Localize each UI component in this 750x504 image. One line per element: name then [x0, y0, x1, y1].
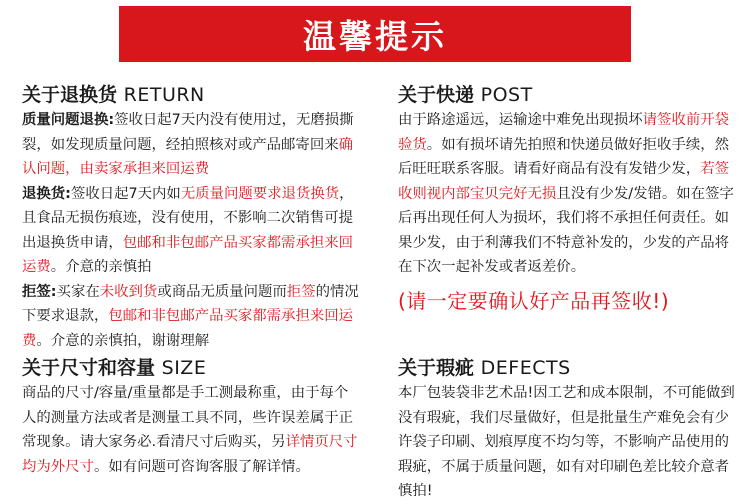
body-text: 。介意的亲慎拍	[50, 259, 152, 275]
post-heading-en: POST	[480, 84, 533, 106]
return-heading-en: RETURN	[123, 84, 205, 106]
highlight-text: 详情页尺寸均为外尺寸	[22, 434, 358, 475]
body-text: 商品的尺寸/容量/重量都是手工测最称重，由于每个人的测量方法或者是测量工具不同，些许误差属于正常现象。请大家务必.看清尺寸后购买，另	[22, 385, 353, 450]
return-heading-cn: 关于退换货	[22, 84, 118, 106]
label-text: 退换货:	[22, 185, 71, 202]
highlight-text: 无质量问题要求退货换货	[180, 185, 340, 202]
defects-heading-cn: 关于瑕疵	[398, 357, 475, 379]
body-text: 签收日起7天内如	[70, 185, 181, 202]
size-heading-en: SIZE	[161, 357, 207, 379]
post-heading	[398, 82, 738, 108]
post-section	[398, 82, 738, 316]
return-reject-paragraph	[22, 280, 362, 354]
banner	[119, 6, 631, 62]
size-heading-cn: 关于尺寸和容量	[22, 357, 156, 379]
body-text: 。介意的亲慎拍，谢谢理解	[36, 332, 210, 349]
post-paragraph	[398, 108, 738, 280]
banner-title: 温馨提示	[303, 16, 447, 56]
body-text: ，且食品无损伤痕迹，没有使用，不影响二次销售可提出退换货申请，	[22, 185, 354, 251]
size-paragraph	[22, 381, 362, 479]
body-text: 。如有问题可咨询客服了解详情。	[93, 458, 310, 475]
body-text: 或商品无质量问题而	[157, 283, 287, 300]
highlight-text: 包邮和非包邮产品买家都需承担来回运费	[22, 234, 354, 275]
body-text: 由于路途遥远，运输途中难免出现损坏	[398, 112, 643, 128]
body-text: 且没有少发/发错。如在签字后再出现任何人为损坏，我们将不承担任何责任。如果少发，由于利薄我们不特意补发的，少发的产品将在下次一起补发或者返差价。	[398, 185, 734, 275]
body-text: 。如有损坏请先拍照和快递员做好拒收手续，然后旺旺联系客服。请看好商品有没有发错少发，	[398, 136, 730, 177]
highlight-text: 确认问题，由卖家承担来回运费	[22, 136, 354, 177]
return-section	[22, 82, 362, 353]
highlight-text: 请签收前开袋验货	[398, 112, 730, 153]
size-heading	[22, 355, 362, 381]
body-text: 的情况下要求退款，	[22, 283, 359, 324]
label-text: 拒签:	[22, 283, 57, 300]
label-text: 质量问题退换:	[22, 112, 115, 128]
body-text: 签收日起7天内没有使用过，无磨损撕裂，如发现质量问题，经拍照核对或产品邮寄回来	[22, 112, 354, 153]
size-section	[22, 355, 362, 479]
defects-heading	[398, 355, 738, 381]
post-heading-cn: 关于快递	[398, 84, 475, 106]
highlight-text: 包邮和非包邮产品买家都需承担来回运费	[22, 308, 354, 349]
highlight-text: 未收到货	[99, 283, 158, 300]
body-text: 买家在	[56, 283, 100, 300]
defects-paragraph	[398, 381, 738, 504]
body-text: 本厂包装袋非艺术品!因工艺和成本限制，不可能做到没有瑕疵，我们尽量做好，但是批量生产难免会有少许袋子印刷、划痕厚度不均匀等，不影响产品使用的瑕疵，不属于质量问题，如有对印刷色差比较介意者慎拍!	[398, 385, 735, 499]
post-sign-notice: (请一定要确认好产品再签收!)	[398, 288, 670, 313]
return-quality-paragraph	[22, 108, 362, 182]
return-exchange-paragraph	[22, 182, 362, 280]
defects-heading-en: DEFECTS	[480, 357, 571, 379]
highlight-text: 若签收则视内部宝贝完好无损	[398, 161, 730, 202]
highlight-text: 拒签	[286, 283, 316, 300]
defects-section	[398, 355, 738, 504]
return-heading	[22, 82, 362, 108]
